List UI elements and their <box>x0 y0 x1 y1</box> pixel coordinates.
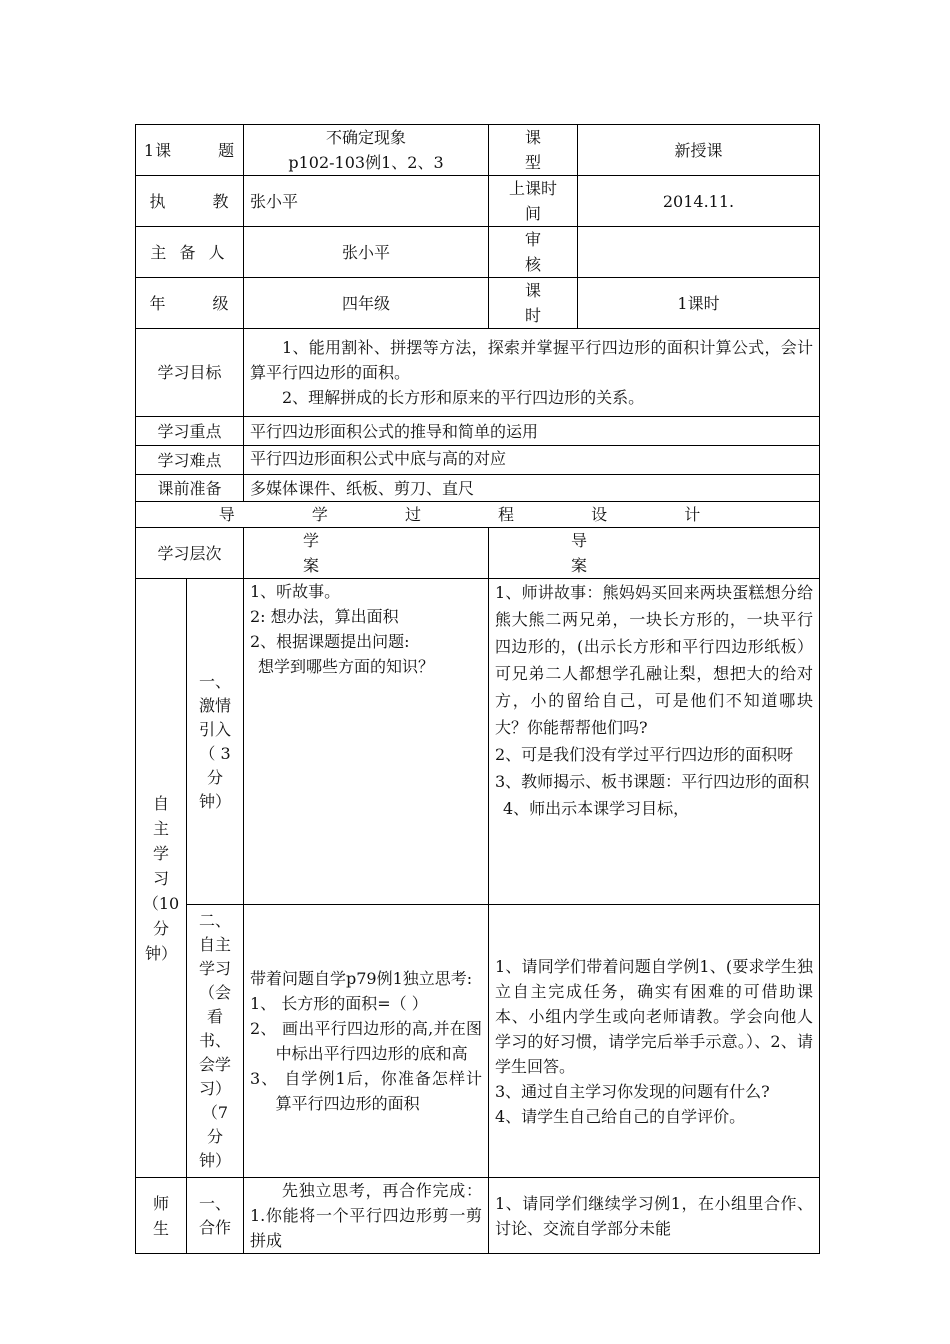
grade-value: 四年级 <box>244 278 489 329</box>
row-difficulty <box>136 446 820 475</box>
coop-part1-guide: 1、请同学们继续学习例1，在小组里合作、讨论、交流自学部分未能 <box>489 1178 820 1254</box>
part1-guide <box>489 579 820 905</box>
review-value <box>578 227 820 278</box>
part2-study-2: 2、 画出平行四边形的高,并在图中标出平行四边形的底和高 <box>250 1019 482 1063</box>
row-process-title <box>136 502 820 528</box>
part1-label: 一、 激情 引入 （ 3 分 钟） <box>187 579 244 905</box>
teacher-label-a: 执 <box>149 191 167 211</box>
teacher-value: 张小平 <box>244 176 489 227</box>
key-point-value: 平行四边形面积公式的推导和简单的运用 <box>244 417 820 446</box>
grade-label-a: 年 <box>149 293 167 313</box>
preparation-label: 课前准备 <box>136 475 244 502</box>
part2-guide-3: 4、请学生自己给自己的自学评价。 <box>495 1106 746 1126</box>
part2-guide-1: 1、请同学们带着问题自学例1、(要求学生独立自主完成任务，确实有困难的可借助课本、小组内学生或向老师请教。学会向他人学习的好习惯，请学完后举手示意。）、2、请学生回答。 <box>495 956 813 1076</box>
key-point-label: 学习重点 <box>136 417 244 446</box>
part2-guide-2: 3、通过自主学习你发现的问题有什么? <box>495 1081 770 1101</box>
objectives-cell <box>244 329 820 417</box>
row-lesson-title <box>136 125 820 176</box>
column-level: 学习层次 <box>136 528 244 579</box>
preparation-value: 多媒体课件、纸板、剪刀、直尺 <box>244 475 820 502</box>
objective-2: 2、理解拼成的长方形和原来的平行四边形的关系。 <box>282 388 645 407</box>
section-self-label: 自 主 学 习 （10 分 钟） <box>136 579 187 1178</box>
preparer-label: 主 备 人 <box>136 227 244 278</box>
review-label: 审 核 <box>489 227 578 278</box>
lesson-plan-table <box>135 124 820 1254</box>
difficulty-label: 学习难点 <box>136 446 244 475</box>
column-guide: 导 案 <box>489 528 820 579</box>
part1-study-1: 1、听故事。 <box>250 582 341 601</box>
part1-study-4: 想学到哪些方面的知识？ <box>258 657 435 676</box>
lesson-title-cell <box>244 125 489 176</box>
part2-guide <box>489 905 820 1178</box>
difficulty-value: 平行四边形面积公式中底与高的对应 <box>244 446 820 475</box>
lesson-label-num: 1 <box>143 140 156 160</box>
part1-study-3: 2、根据课题提出问题: <box>250 632 410 651</box>
lesson-label-a: 课 <box>155 140 173 160</box>
lesson-label <box>136 125 244 176</box>
part1-guide-1: 1、师讲故事：熊妈妈买回来两块蛋糕想分给熊大熊二两兄弟，一块长方形的，一块平行四边形的，(出示长方形和平行四边形纸板）可兄弟二人都想学孔融让梨，想把大的给对方，小的留给自己，可是他们不知道哪块大？你能帮帮他们吗? <box>495 583 813 737</box>
teacher-label-b: 教 <box>212 191 230 211</box>
preparer-value: 张小平 <box>244 227 489 278</box>
time-value: 2014.11. <box>578 176 820 227</box>
process-title: 导 学 过 程 设 计 <box>136 502 820 528</box>
grade-label <box>136 278 244 329</box>
part1-guide-3: 3、教师揭示、板书课题：平行四边形的面积 <box>495 772 810 791</box>
row-self-part1 <box>136 579 820 905</box>
part1-guide-2: 2、可是我们没有学过平行四边形的面积呀 <box>495 745 794 764</box>
time-label: 上课时 间 <box>489 176 578 227</box>
lesson-label-b: 题 <box>218 140 236 160</box>
column-study: 学 案 <box>244 528 489 579</box>
row-column-headers <box>136 528 820 579</box>
part1-study <box>244 579 489 905</box>
objectives-label: 学习目标 <box>136 329 244 417</box>
part2-study-intro: 带着问题自学p79例1独立思考: <box>250 969 473 988</box>
lesson-title: 不确定现象 <box>325 128 406 147</box>
coop-part1-label: 一、 合作 <box>187 1178 244 1254</box>
row-objectives <box>136 329 820 417</box>
objective-1: 1、能用割补、拼摆等方法，探索并掌握平行四边形的面积计算公式，会计算平行四边形的面积。 <box>250 338 813 382</box>
part2-label: 二、 自主 学习 （会 看 书、 会学 习） （7 分 钟） <box>187 905 244 1178</box>
part2-study <box>244 905 489 1178</box>
row-coop-part1 <box>136 1178 820 1254</box>
part1-study-2: 2: 想办法，算出面积 <box>250 607 399 626</box>
section-coop-label: 师 生 <box>136 1178 187 1254</box>
row-grade <box>136 278 820 329</box>
type-label: 课 型 <box>489 125 578 176</box>
hours-value: 1课时 <box>578 278 820 329</box>
row-preparation <box>136 475 820 502</box>
row-teacher <box>136 176 820 227</box>
row-key-point <box>136 417 820 446</box>
type-value: 新授课 <box>578 125 820 176</box>
part2-study-1: 1、 长方形的面积=（ ） <box>250 994 428 1013</box>
teacher-label <box>136 176 244 227</box>
part1-guide-4: 4、师出示本课学习目标， <box>503 799 690 818</box>
row-self-part2 <box>136 905 820 1178</box>
coop-part1-study: 先独立思考，再合作完成：1.你能将一个平行四边形剪一剪拼成 <box>244 1178 489 1254</box>
part2-study-3: 3、 自学例1后，你准备怎样计算平行四边形的面积 <box>250 1069 482 1113</box>
lesson-examples: p102-103例1、2、3 <box>288 153 444 172</box>
hours-label: 课 时 <box>489 278 578 329</box>
grade-label-b: 级 <box>212 293 230 313</box>
row-preparer <box>136 227 820 278</box>
